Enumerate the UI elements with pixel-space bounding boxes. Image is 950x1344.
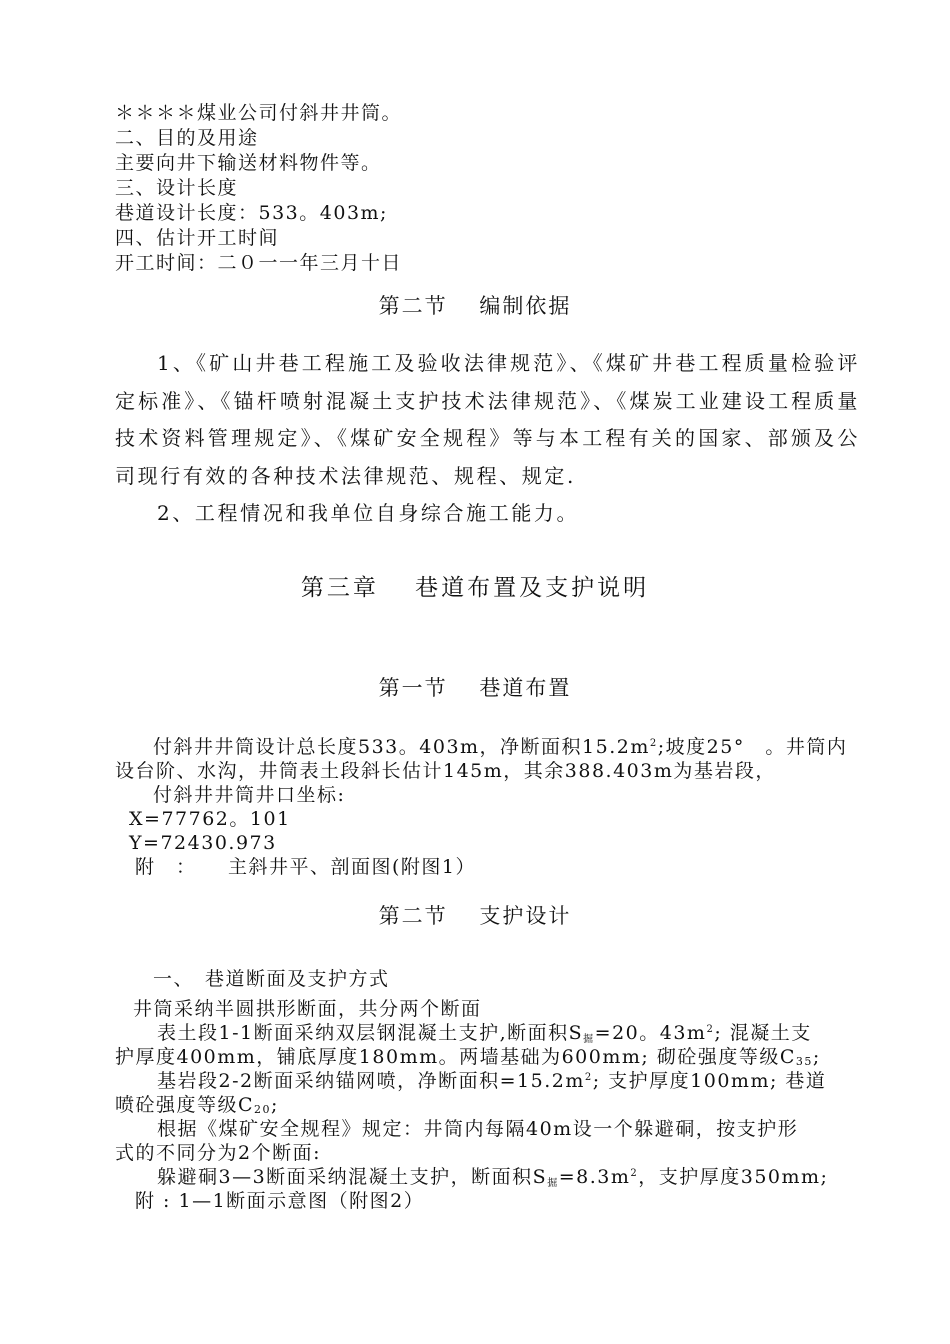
intro-line-5: 巷道设计长度：533。403m; [115,202,388,224]
basis-paragraphs [115,345,860,533]
section-title-layout: 第一节 巷道布置 [378,676,572,700]
intro-line-4: 三、设计长度 [115,177,239,199]
support-line-1: 井筒采纳半圆拱形断面，共分两个断面 [133,998,482,1020]
chapter-title: 第三章 巷道布置及支护说明 [300,575,650,601]
basis-paragraph-2: 2、工程情况和我单位自身综合施工能力。 [157,501,580,525]
layout-attachment: 附 ： 主斜井平、剖面图(附图1） [135,856,477,878]
support-heading: 一、 巷道断面及支护方式 [153,968,390,990]
section-title-basis: 第二节 编制依据 [378,294,572,318]
intro-line-6: 四、估计开工时间 [115,227,280,249]
support-line-5: 喷砼强度等级$C_{20}$; [115,1094,279,1116]
support-line-3: 护厚度400mm，铺底厚度180mm。两墙基础为600mm; 砌砼强度等级$C_{35}$; [115,1046,821,1068]
section-title-support: 第二节 支护设计 [378,904,572,928]
intro-line-3: 主要向井下输送材料物件等。 [115,152,382,174]
layout-body [115,735,860,879]
layout-line-2: 设台阶、水沟，井筒表土段斜长估计145m，其余388.403m为基岩段， [115,760,776,782]
support-attachment: 附 : 1—1断面示意图（附图2） [135,1190,425,1212]
support-line-7: 式的不同分为2个断面: [115,1142,321,1164]
support-body [115,967,860,1213]
support-line-8: 躲避硐3—3断面采纳混凝土支护，断面积$S_掘=8.3m^2$，支护厚度350mm; [157,1166,829,1189]
layout-line-1: 付斜井井筒设计总长度533。403m，净断面积$15.2m^2$;坡度25° 。井筒内 [153,736,848,758]
basis-paragraph-1: 1、《矿山井巷工程施工及验收法律规范》、《煤矿井巷工程质量检验评定标准》、《锚杆喷射混凝土支护技术法律规范》、《煤炭工业建设工程质量技术资料管理规定》、《煤矿安全规程》等与本工程有关的国家、部颁及公司现行有效的各种技术法律规范、规程、规定. [115,351,860,488]
intro-line-1: ＊＊＊＊煤业公司付斜井井筒。 [115,102,403,124]
support-line-6: 根据《煤矿安全规程》规定：井筒内每隔40m设一个躲避硐，按支护形 [157,1118,799,1140]
support-line-2: 表土段1-1断面采纳双层钢混凝土支护,断面积$S_掘=20$。$43m^2$; 混凝土支 [157,1022,812,1045]
coordinate-x: X=77762。101 [129,808,291,830]
intro-line-2: 二、目的及用途 [115,127,259,149]
support-line-4: 基岩段2-2断面采纳锚网喷，净断面积$=15.2m^2$; 支护厚度100mm; 巷道 [157,1070,827,1092]
coordinates-title: 付斜井井筒井口坐标: [153,784,346,806]
intro-line-7: 开工时间：二０一一年三月十日 [115,252,403,274]
coordinate-y: Y=72430.973 [129,832,277,854]
